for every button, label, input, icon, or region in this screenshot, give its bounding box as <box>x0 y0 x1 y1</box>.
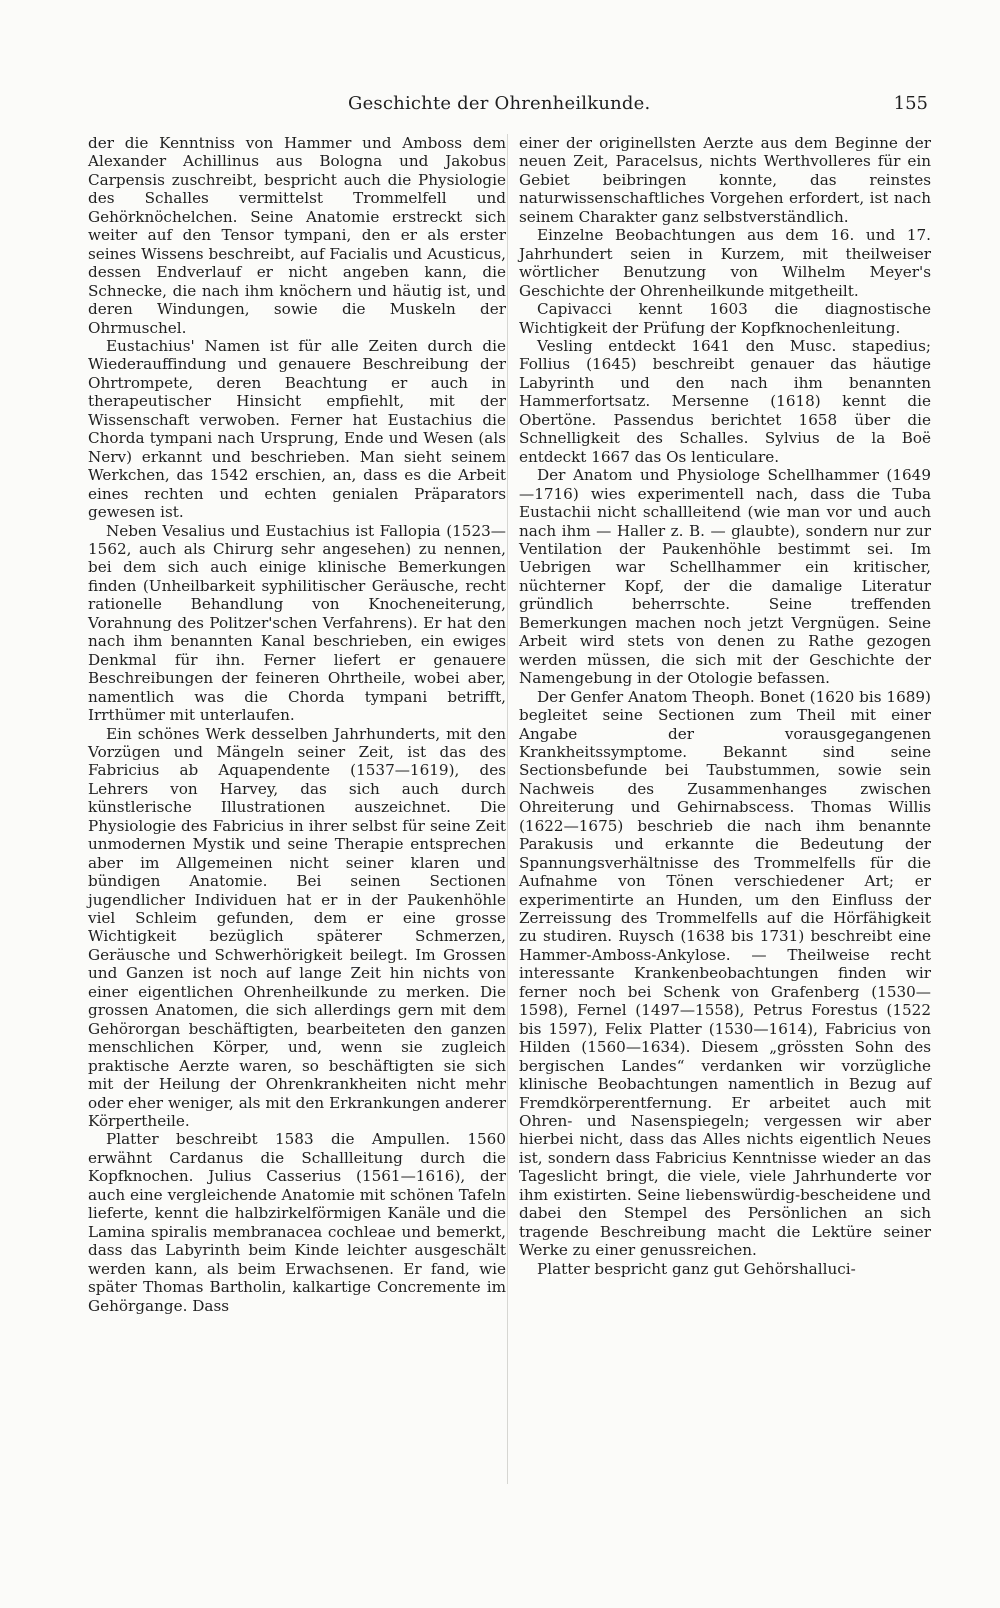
paragraph: Eustachius' Namen ist für alle Zeiten durch die Wiederauffindung und genauere Beschreibung der Ohrtrompete, deren Beachtung er auch in therapeutischer Hinsicht empfiehlt, mit der Wissenschaft verwoben. Ferner hat Eustachius die Chorda tympani nach Ursprung, Ende und Wesen (als Nerv) erkannt und beschrieben. Man sieht seinem Werkchen, das 1542 erschien, an, dass es die Arbeit eines rechten und echten genialen Präparators gewesen ist. <box>88 336 506 522</box>
page-number: 155 <box>893 93 928 114</box>
paragraph: der die Kenntniss von Hammer und Amboss dem Alexander Achillinus aus Bologna und Jakobus Carpensis zuschreibt, bespricht auch die Physiologie des Schalles vermittelst Trommelfell und Gehörknöchelchen. Seine Anatomie erstreckt sich weiter auf den Tensor tympani, den er als erster seines Wissens beschreibt, auf Facialis und Acusticus, dessen Endverlauf er nicht angeben kann, die Schnecke, die nach ihm knöchern und häutig ist, und deren Windungen, sowie die Muskeln der Ohrmuschel. <box>88 134 506 337</box>
paragraph: einer der originellsten Aerzte aus dem Beginne der neuen Zeit, Paracelsus, nichts Werthvolleres für ein Gebiet beibringen konnte, das reinstes naturwissenschaftliches Vorgehen erfordert, ist nach seinem Charakter ganz selbstverständlich. <box>519 134 931 226</box>
left-column <box>88 134 506 1315</box>
paragraph: Vesling entdeckt 1641 den Musc. stapedius; Follius (1645) beschreibt genauer das häutige Labyrinth und den nach ihm benannten Hammerfortsatz. Mersenne (1618) kennt die Obertöne. Passendus berichtet 1658 über die Schnelligkeit des Schalles. Sylvius de la Boë entdeckt 1667 das Os lenticulare. <box>519 336 931 466</box>
paragraph: Neben Vesalius und Eustachius ist Fallopia (1523—1562, auch als Chirurg sehr angesehen) zu nennen, bei dem sich auch einige klinische Bemerkungen finden (Unheilbarkeit syphilitischer Geräusche, recht rationelle Behandlung von Knocheneiterung, Vorahnung des Politzer'schen Verfahrens). Er hat den nach ihm benannten Kanal beschrieben, ein ewiges Denkmal für ihn. Ferner liefert er genauere Beschreibungen der feineren Ohrtheile, wobei aber, namentlich was die Chorda tympani betrifft, Irrthümer mit unterlaufen. <box>88 521 506 725</box>
paragraph: Platter bespricht ganz gut Gehörshalluci- <box>537 1259 856 1278</box>
paragraph: Ein schönes Werk desselben Jahrhunderts, mit den Vorzügen und Mängeln seiner Zeit, ist das des Fabricius ab Aquapendente (1537—1619), des Lehrers von Harvey, das sich auch durch künstlerische Illustrationen auszeichnet. Die Physiologie des Fabricius in ihrer selbst für seine Zeit unmodernen Mystik und seine Therapie entsprechen aber im Allgemeinen nicht seiner klaren und bündigen Anatomie. Bei seinen Sectionen jugendlicher Individuen hat er in der Paukenhöhle viel Schleim gefunden, dem er eine grosse Wichtigkeit bezüglich späterer Schmerzen, Geräusche und Schwerhörigkeit beilegt. Im Grossen und Ganzen ist noch auf lange Zeit hin nichts von einer eigentlichen Ohrenheilkunde zu merken. Die grossen Anatomen, die sich allerdings gern mit dem Gehörorgan beschäftigten, bearbeiteten den ganzen menschlichen Körper, und, wenn sie zugleich praktische Aerzte waren, so beschäftigten sie sich mit der Heilung der Ohrenkrankheiten nicht mehr oder eher weniger, als mit den Erkrankungen anderer Körpertheile. <box>88 724 506 1131</box>
paragraph: Der Anatom und Physiologe Schellhammer (1649—1716) wies experimentell nach, dass die Tuba Eustachii nicht schallleitend (wie man vor und auch nach ihm — Haller z. B. — glaubte), sondern nur zur Ventilation der Paukenhöhle bestimmt sei. Im Uebrigen war Schellhammer ein kritischer, nüchterner Kopf, der die damalige Literatur gründlich beherrschte. Seine treffenden Bemerkungen machen noch jetzt Vergnügen. Seine Arbeit wird stets von denen zu Rathe gezogen werden müssen, die sich mit der Geschichte der Namengebung in der Otologie befassen. <box>519 466 931 688</box>
right-column <box>519 134 931 1278</box>
paragraph: Der Genfer Anatom Theoph. Bonet (1620 bis 1689) begleitet seine Sectionen zum Theil mit einer Angabe der vorausgegangenen Krankheitssymptome. Bekannt sind seine Sectionsbefunde bei Taubstummen, sowie sein Nachweis des Zusammenhanges zwischen Ohreiterung und Gehirnabscess. Thomas Willis (1622—1675) beschrieb die nach ihm benannte Parakusis und erkannte die Bedeutung der Spannungsverhältnisse des Trommelfells für die Aufnahme von Tönen verschiedener Art; er experimentirte an Hunden, um den Einfluss der Zerreissung des Trommelfells auf die Hörfähigkeit zu studiren. Ruysch (1638 bis 1731) beschreibt eine Hammer-Amboss-Ankylose. — Theilweise recht interessante Krankenbeobachtungen finden wir ferner noch bei Schenk von Grafenberg (1530—1598), Fernel (1497—1558), Petrus Forestus (1522 bis 1597), Felix Platter (1530—1614), Fabricius von Hilden (1560—1634). Diesem „grössten Sohn des bergischen Landes“ verdanken wir vorzügliche klinische Beobachtungen namentlich in Bezug auf Fremdkörperentfernung. Er arbeitet auch mit Ohren- und Nasenspiegeln; vergessen wir aber hierbei nicht, dass das Alles nichts eigentlich Neues ist, sondern dass Fabricius Kenntnisse wieder an das Tageslicht bringt, die viele, viele Jahrhunderte vor ihm existirten. Seine liebenswürdig-bescheidene und dabei den Stempel des Persönlichen an sich tragende Beschreibung macht die Lektüre seiner Werke zu einer genussreichen. <box>519 687 931 1260</box>
column-divider <box>507 134 508 1484</box>
paragraph: Einzelne Beobachtungen aus dem 16. und 17. Jahrhundert seien in Kurzem, mit theilweiser wörtlicher Benutzung von Wilhelm Meyer's Geschichte der Ohrenheilkunde mitgetheilt. <box>519 226 931 300</box>
paragraph: Capivacci kennt 1603 die diagnostische Wichtigkeit der Prüfung der Kopfknochenleitung. <box>519 300 931 337</box>
page-header <box>88 93 928 119</box>
running-head: Geschichte der Ohrenheilkunde. <box>348 93 651 114</box>
paragraph: Platter beschreibt 1583 die Ampullen. 1560 erwähnt Cardanus die Schallleitung durch die Kopfknochen. Julius Casserius (1561—1616), der auch eine vergleichende Anatomie mit schönen Tafeln lieferte, kennt die halbzirkelförmigen Kanäle und die Lamina spiralis membranacea cochleae und bemerkt, dass das Labyrinth beim Kinde leichter ausgeschält werden kann, als beim Erwachsenen. Er fand, wie später Thomas Bartholin, kalkartige Concremente im Gehörgange. Dass <box>88 1130 506 1315</box>
